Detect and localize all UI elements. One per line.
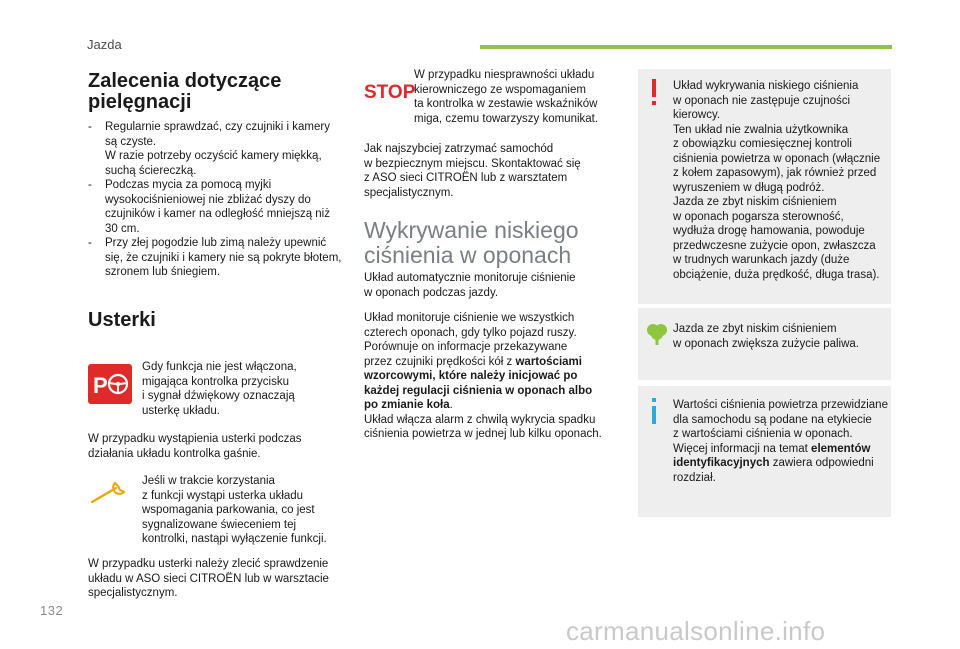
closing-paragraph: W przypadku usterki należy zlecić sprawdzenie układu w ASO sieci CITROËN lub w warsztacie specjalistycznym. [88,558,329,599]
info-icon [648,398,660,426]
tpms-paragraph-1: Układ automatycznie monitoruje ciśnienie w oponach podczas jazdy. [364,272,576,299]
tpms-paragraph-2-start: Układ monitoruje ciśnienie we wszystkich czterech oponach, gdy tylko pojazd ruszy. Porównuje on informacje przekazywane przez czujniki prędkości kół z [364,312,577,368]
svg-text:P: P [93,373,108,398]
fault-icon-text: Gdy funkcja nie jest włączona, migająca kontrolka przycisku i sygnał dźwiękowy oznaczają usterkę układu. [142,361,297,417]
watermark: carmanualsonline.info [566,616,826,646]
warning-note-box [638,69,891,304]
exclamation-icon [648,79,660,107]
eco-text: Jazda ze zbyt niskim ciśnieniem w oponach zwiększa zużycie paliwa. [673,323,860,350]
tpms-paragraph-2-end: . Układ włącza alarm z chwilą wykrycia spadku ciśnienia powietrza w jednej lub kilku oponach. [364,399,602,440]
care-item: - Regularnie sprawdzać, czy czujniki i kamery są czyste. W razie potrzeby oczyścić kamery miękką, suchą ściereczką. [88,120,343,178]
tpms-paragraph-2-bold: wartościami wzorcowymi, które należy inicjować po każdej regulacji ciśnienia w oponach albo po zmianie koła [364,355,593,411]
care-list [88,120,343,280]
park-assist-fault-icon [88,364,132,404]
section-label: Jazda [87,37,122,52]
stop-paragraph: Jak najszybciej zatrzymać samochód w bezpiecznym miejscu. Skontaktować się z ASO sieci CITROËN lub z warsztatem specjalistycznym. [364,143,581,199]
fault-paragraph: W przypadku wystąpienia usterki podczas działania układu kontrolka gaśnie. [88,433,302,460]
info-text [673,398,888,485]
care-item: - Przy złej pogodzie lub zimą należy upewnić się, że czujniki i kamery nie są pokryte błotem, szronem lub śniegiem. [88,236,343,280]
warning-text: Układ wykrywania niskiego ciśnienia w oponach nie zastępuje czujności kierowcy. Ten układ nie zwalnia użytkownika z obowiązku comiesięcznej kontroli ciśnienia powietrza w oponach (włącznie z kołem zapasowym), jak również przed wyruszeniem w długą podróż. Jazda ze zbyt niskim ciśnieniem w oponach pogarsza sterowność, wydłuża drogę hamowania, powoduje przedwczesne zużycie opon, zwłaszcza w trudnych warunkach jazdy (duże obciążenie, duża prędkość, długa trasa). [673,80,881,281]
wrench-text: Jeśli w trakcie korzystania z funkcji wystąpi usterka układu wspomagania parkowania, co jest sygnalizowane świeceniem tej kontrolki, nastąpi wyłączenie funkcji. [142,475,327,545]
info-note-box [638,386,891,517]
info-text-bold: elementów identyfikacyjnych [673,442,871,469]
faults-title: Usterki [88,309,156,331]
care-item: - Podczas mycia za pomocą myjki wysokociśnieniowej nie zbliżać dyszy do czujników i kamer na odległość mniejszą niż 30 cm. [88,178,343,236]
eco-note-box [638,308,891,380]
stop-label: STOP [364,82,416,103]
info-text-start: Wartości ciśnienia powietrza przewidziane dla samochodu są podane na etykiecie z wartościami ciśnienia w oponach. Więcej informacji na temat [673,399,888,455]
stop-text: W przypadku niesprawności układu kierowniczego ze wspomaganiem ta kontrolka w zestawie wskaźników miga, czemu towarzyszy komunikat. [414,69,599,125]
header-accent-bar [480,45,892,49]
wrench-icon [88,480,130,508]
eco-tree-icon [646,322,668,346]
tpms-title: Wykrywanie niskiego ciśnienia w oponach [364,217,579,268]
page-number: 132 [40,603,64,618]
info-text-end: zawiera odpowiedni rozdział. [673,457,874,484]
tpms-paragraph-2 [364,311,619,442]
care-title: Zalecenia dotyczące pielęgnacji [88,70,282,113]
stop-icon [364,80,416,103]
